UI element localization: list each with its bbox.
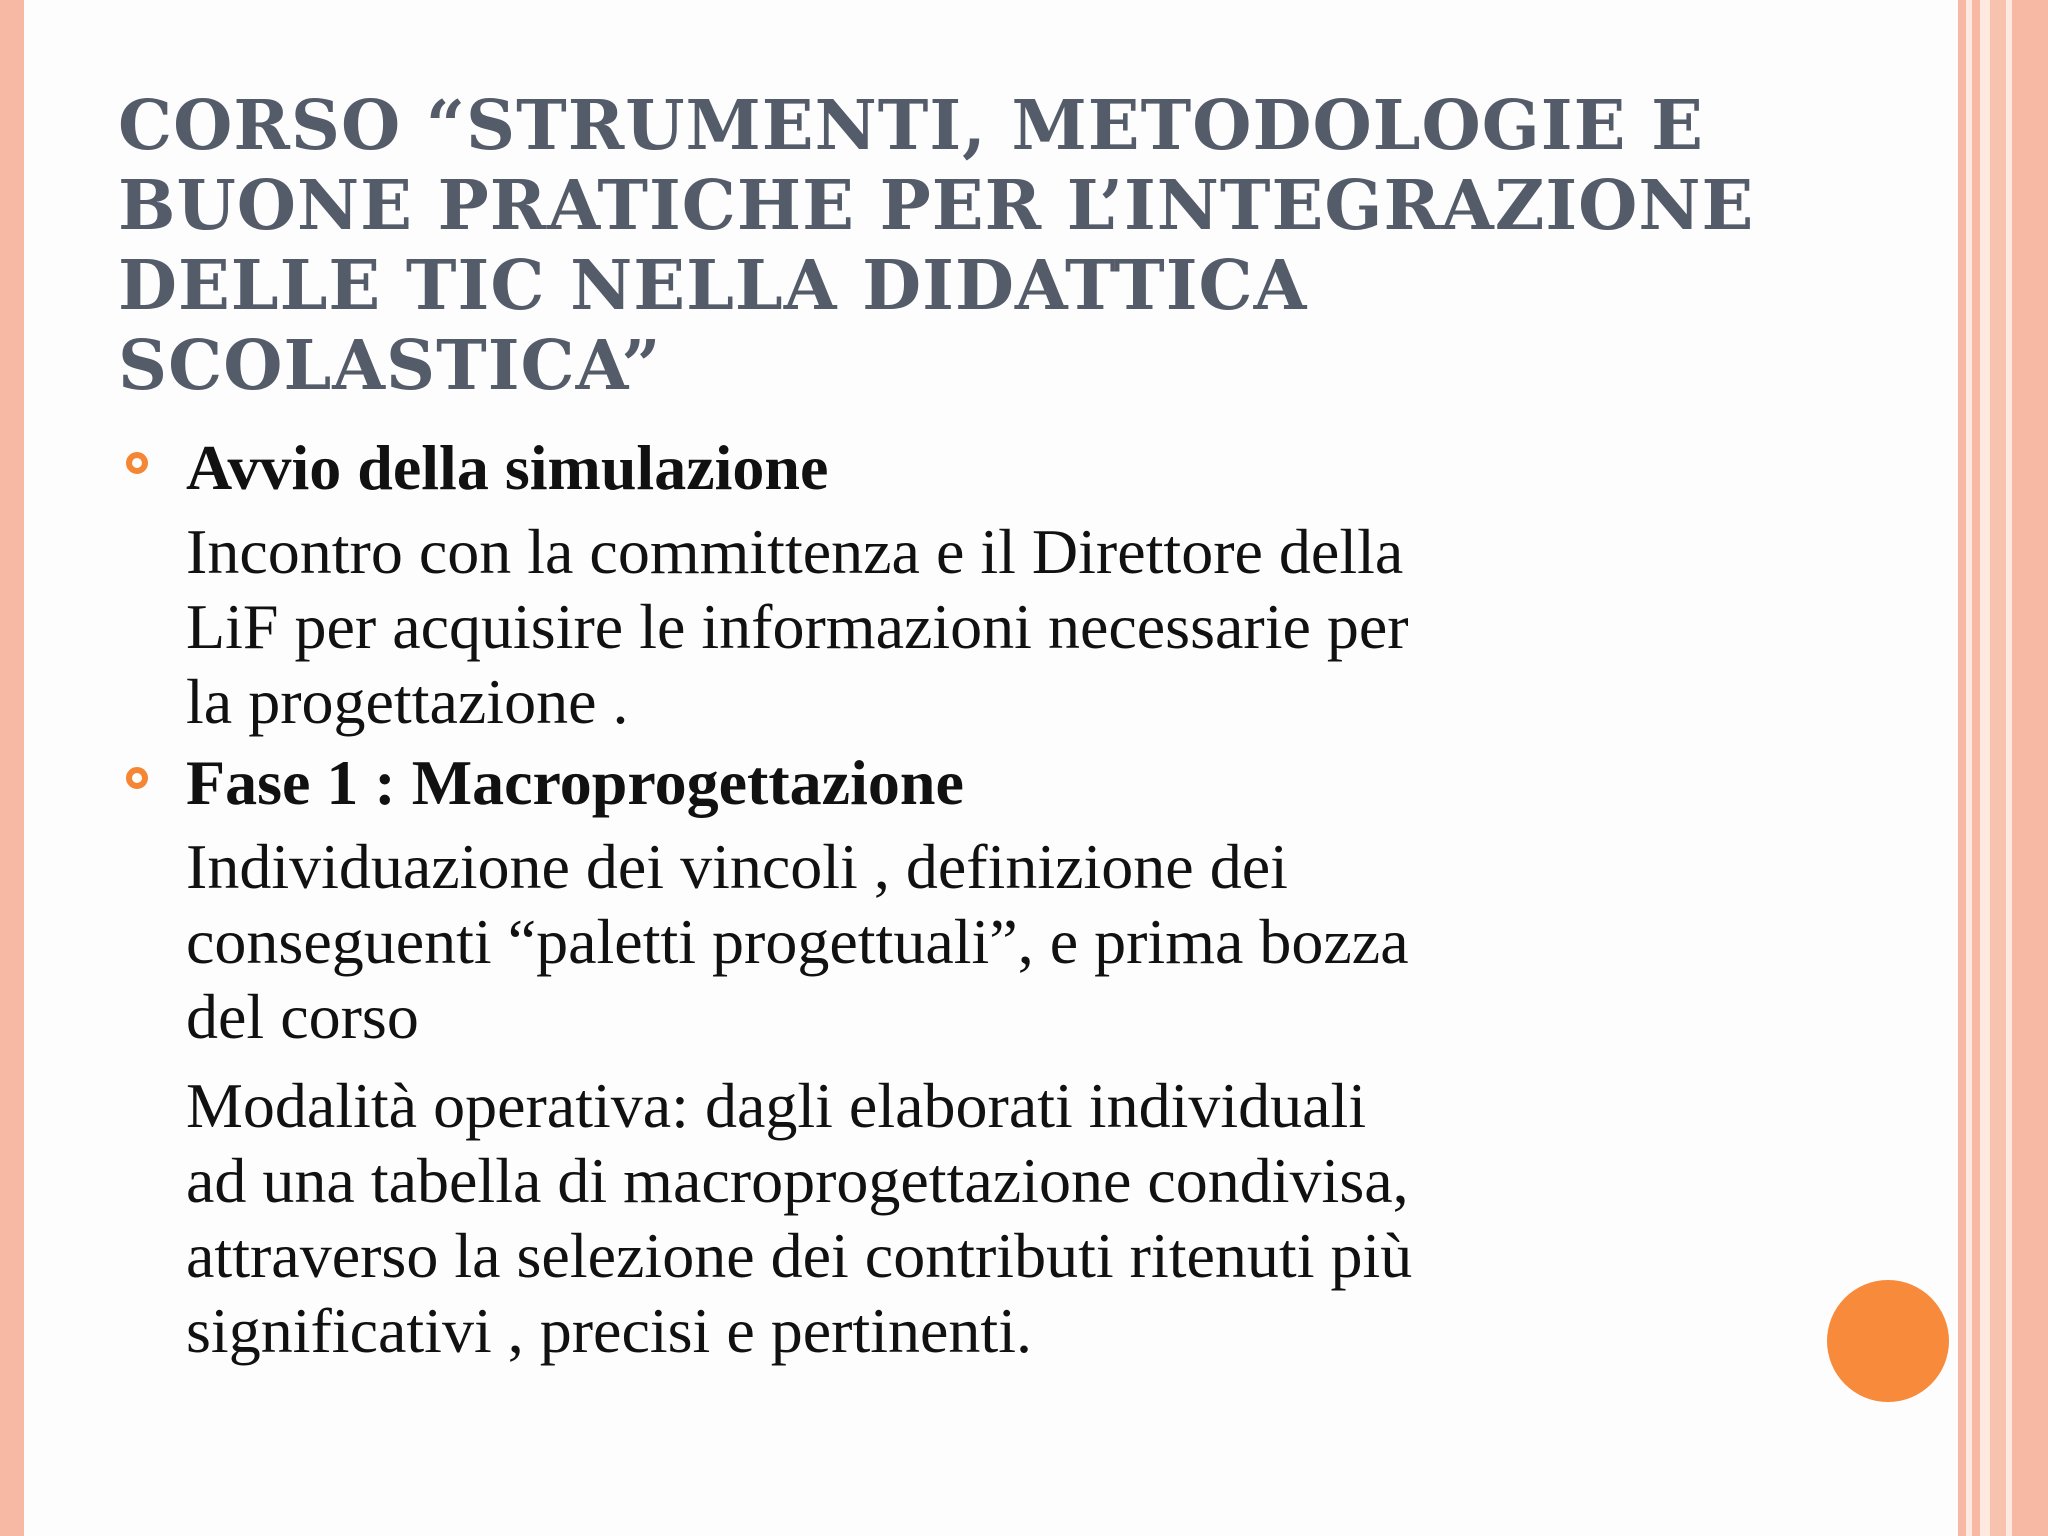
right-decor-stripe (2012, 0, 2048, 1536)
bullet-item (126, 745, 1766, 821)
paragraph-line: ad una tabella di macroprogettazione condivisa, (186, 1145, 1409, 1216)
right-decor-stripe (1958, 0, 1966, 1536)
slide-title (118, 86, 1755, 406)
paragraph-line: del corso (186, 981, 419, 1052)
left-decor-stripe (0, 0, 24, 1536)
bullet-paragraph (126, 1068, 1766, 1368)
paragraph-line: conseguenti “paletti progettuali”, e prima bozza (186, 906, 1409, 977)
paragraph-line: Individuazione dei vincoli , definizione dei (186, 831, 1288, 902)
orange-circle-decoration (1827, 1280, 1949, 1402)
title-line: DELLE TIC NELLA DIDATTICA (118, 246, 1308, 326)
paragraph-line: LiF per acquisire le informazioni necessarie per (186, 591, 1409, 662)
right-decor-stripe (1980, 0, 1990, 1536)
bullet-paragraph (126, 829, 1766, 1054)
paragraph-line: Modalità operativa: dagli elaborati individuali (186, 1070, 1367, 1141)
bullet-heading: Fase 1 : Macroprogettazione (186, 747, 964, 818)
paragraph-line: significativi , precisi e pertinenti. (186, 1295, 1032, 1366)
bullet-item (126, 430, 1766, 506)
title-line: SCOLASTICA” (118, 326, 662, 406)
right-decor-stripe (1990, 0, 2006, 1536)
right-decor-stripe (1972, 0, 1980, 1536)
paragraph-line: la progettazione . (186, 666, 629, 737)
paragraph-line: attraverso la selezione dei contributi ritenuti più (186, 1220, 1413, 1291)
ring-bullet-icon (126, 767, 148, 789)
bullet-paragraph (126, 514, 1766, 739)
slide-content (126, 430, 1766, 1368)
title-line: BUONE PRATICHE PER L’INTEGRAZIONE (118, 166, 1755, 246)
ring-bullet-icon (126, 452, 148, 474)
title-line: CORSO “STRUMENTI, METODOLOGIE E (118, 86, 1704, 166)
paragraph-line: Incontro con la committenza e il Direttore della (186, 516, 1404, 587)
bullet-heading: Avvio della simulazione (186, 432, 829, 503)
